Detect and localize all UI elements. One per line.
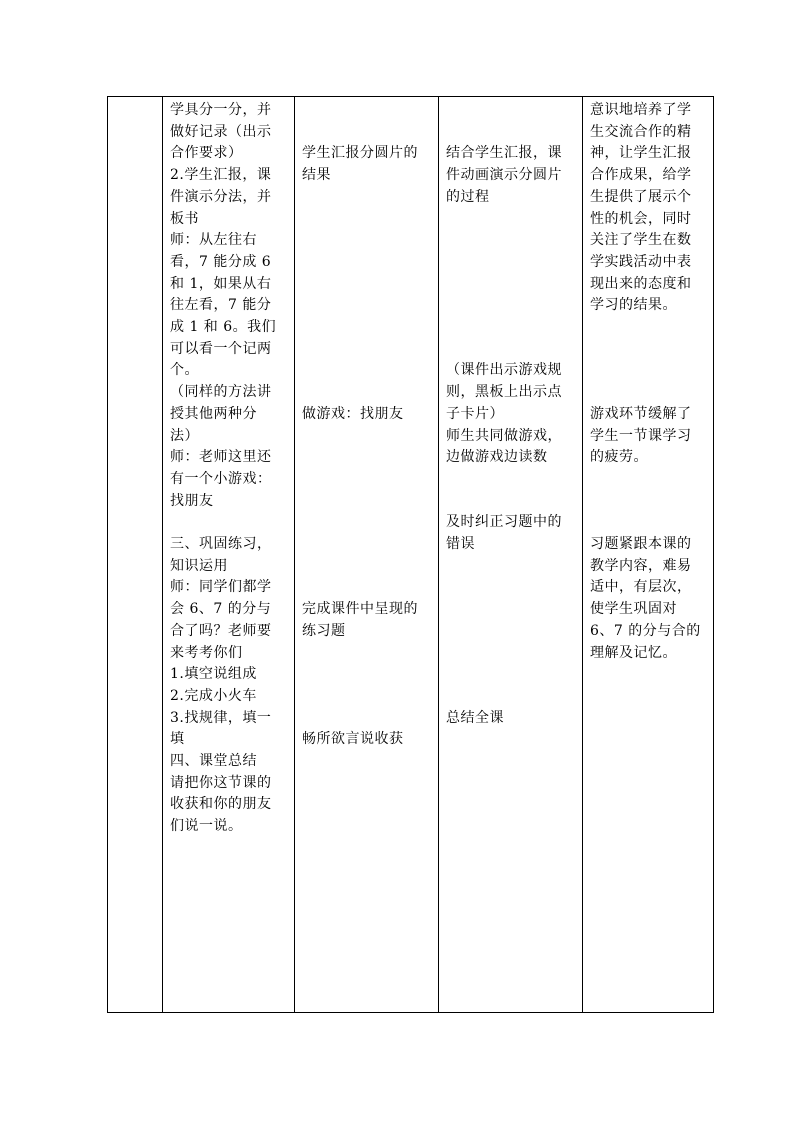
text-line: 师：从左往右 — [170, 232, 257, 249]
text-line: 使学生巩固对 — [590, 601, 677, 618]
teaching-process-cell — [170, 97, 290, 1012]
text-line: 合作要求） — [170, 145, 243, 162]
text-line: 收获和你的朋友 — [170, 796, 272, 813]
text-line: 师：同学们都学 — [170, 579, 272, 596]
text-line: 成 1 和 6。我们 — [170, 319, 277, 335]
text-line: 请把你这节课的 — [170, 774, 272, 791]
student-activity-cell — [302, 97, 436, 1012]
text-line: 法） — [170, 427, 199, 444]
text-line: 看，7 能分成 6 — [170, 253, 272, 270]
text-line: 可以看一个记两 — [170, 340, 272, 357]
text-line: 找朋友 — [170, 492, 214, 509]
text-line: 有一个小游戏： — [170, 470, 272, 487]
text-line: 的过程 — [446, 188, 490, 205]
text-line: 往左看，7 能分 — [170, 297, 272, 314]
lesson-plan-table — [107, 96, 714, 1013]
column-divider-4 — [582, 97, 583, 1012]
text-line: 2.学生汇报，课 — [170, 167, 272, 184]
text-line: 的疲劳。 — [590, 449, 648, 466]
text-line: 6、7 的分与合的 — [590, 622, 701, 639]
text-line: （同样的方法讲 — [170, 384, 272, 401]
teacher-activity-cell — [446, 97, 580, 1012]
text-line: 知识运用 — [170, 557, 228, 574]
text-line: 生交流合作的精 — [590, 123, 692, 140]
text-line: 理解及记忆。 — [590, 644, 677, 661]
text-line: 合作成果，给学 — [590, 167, 692, 184]
text-line: 1.填空说组成 — [170, 666, 257, 683]
text-line: 教学内容，难易 — [590, 557, 692, 574]
text-line: 四、课堂总结 — [170, 753, 257, 769]
column-divider-1 — [162, 97, 163, 1012]
text-line: 和 1，如果从右 — [170, 275, 272, 292]
text-line: 适中，有层次， — [590, 579, 692, 596]
text-line: 神，让学生汇报 — [590, 145, 692, 162]
text-line: 子卡片） — [446, 405, 504, 422]
text-line: 会 6、7 的分与 — [170, 601, 272, 618]
column-divider-3 — [438, 97, 439, 1012]
text-line: 则，黑板上出示点 — [446, 384, 562, 401]
text-line: 及时纠正习题中的 — [446, 514, 562, 531]
text-line: 习题紧跟本课的 — [590, 536, 692, 552]
text-line: 件演示分法，并 — [170, 188, 272, 205]
text-line: 边做游戏边读数 — [446, 449, 548, 466]
text-line: 授其他两种分 — [170, 405, 257, 422]
text-line: 游戏环节缓解了 — [590, 405, 692, 422]
text-line: 意识地培养了学 — [590, 102, 692, 118]
text-line: 填 — [170, 731, 185, 748]
text-line: 学实践活动中表 — [590, 253, 692, 270]
design-intent-cell — [590, 97, 712, 1012]
text-line: 练习题 — [302, 622, 346, 639]
text-line: 性的机会，同时 — [590, 210, 692, 227]
text-line: 板书 — [170, 210, 199, 227]
text-line: 生提供了展示个 — [590, 188, 692, 205]
text-line: 三、巩固练习， — [170, 536, 272, 552]
column-divider-2 — [294, 97, 295, 1012]
text-line: 3.找规律，填一 — [170, 709, 272, 726]
text-line: 完成课件中呈现的 — [302, 601, 418, 618]
text-line: 合了吗？老师要 — [170, 622, 272, 639]
text-line: 来考考你们 — [170, 644, 243, 661]
text-line: 错误 — [446, 536, 475, 552]
text-line: 畅所欲言说收获 — [302, 731, 404, 748]
text-line: 件动画演示分圆片 — [446, 167, 562, 184]
text-line: （课件出示游戏规 — [446, 362, 562, 379]
text-line: 现出来的态度和 — [590, 275, 692, 292]
text-line: 关注了学生在数 — [590, 232, 692, 249]
text-line: 学生汇报分圆片的 — [302, 145, 418, 162]
blank-label-cell — [108, 97, 162, 1012]
text-line: 个。 — [170, 362, 199, 379]
text-line: 师：老师这里还 — [170, 449, 272, 466]
text-line: 学习的结果。 — [590, 297, 677, 314]
text-line: 师生共同做游戏， — [446, 427, 562, 444]
text-line: 学生一节课学习 — [590, 427, 692, 444]
text-line: 2.完成小火车 — [170, 687, 257, 704]
text-line: 做游戏：找朋友 — [302, 405, 404, 422]
text-line: 总结全课 — [446, 709, 504, 726]
text-line: 做好记录（出示 — [170, 123, 272, 140]
text-line: 结果 — [302, 167, 331, 184]
text-line: 结合学生汇报，课 — [446, 145, 562, 162]
text-line: 们说一说。 — [170, 818, 243, 835]
text-line: 学具分一分，并 — [170, 102, 272, 118]
